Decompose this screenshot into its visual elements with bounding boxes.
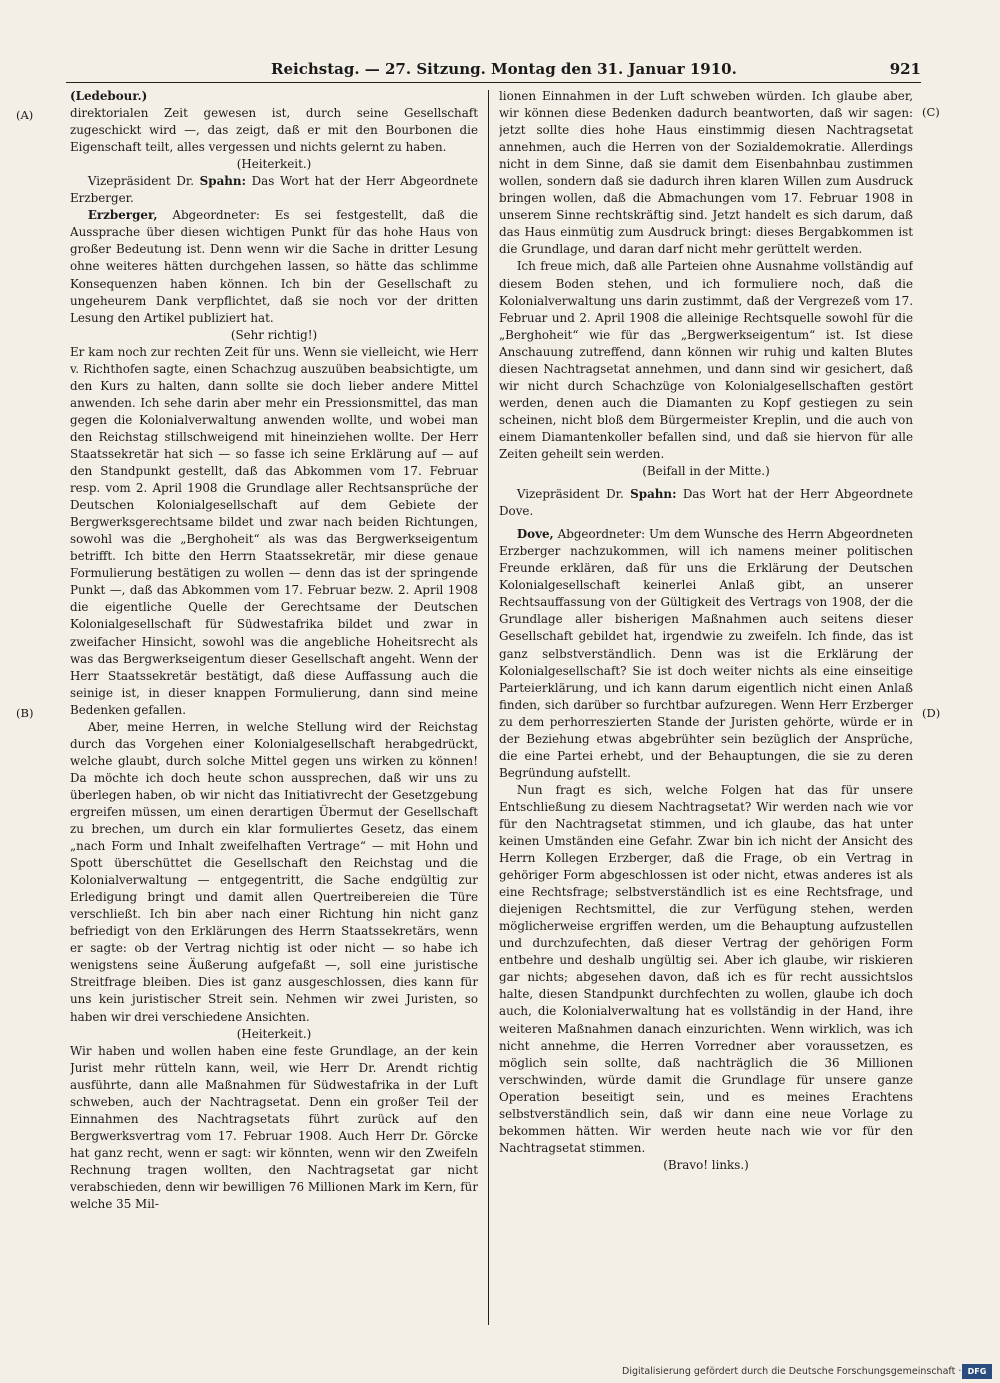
margin-marker-d: (D): [922, 706, 941, 720]
paragraph: Ich freue mich, daß alle Parteien ohne Ausnahme vollständig auf diesem Boden stehen, und ich formuliere noch, daß die Kolonialverwaltung uns darin zustimmt, daß der Vergrezeß vom 17. Februar und 2. April 1908 die alleinige Rechtsquelle sowohl für die „Berghoheit“ wie für das „Bergwerkseigentum“ ist. Ist diese Anschauung zutreffend, dann können wir ruhig und kalten Blutes diesen Nachtragsetat annehmen, und dann sind wir gesichert, daß wir nicht durch Schachzüge von Kolonialgesellschaften gestört werden, denen auch die Diamanten zu Kopf gestiegen zu sein scheinen, nicht bloß dem Bürgermeister Kreplin, und die auch von einem Diamantenkoller befallen sind, und daß sie hiervon für alle Zeiten geheilt sein werden.: [499, 259, 913, 461]
margin-marker-b: (B): [16, 706, 34, 720]
speaker-ledebour: (Ledebour.): [70, 89, 148, 103]
president-line: Vizepräsident Dr. Spahn: Das Wort hat der Herr Abgeordnete Erzberger.: [70, 174, 478, 206]
paragraph: lionen Einnahmen in der Luft schweben würden. Ich glaube aber, wir können diese Bedenken dadurch beantworten, daß wir sagen: jetzt sollte dies hohe Haus einstimmig diesen Nachtragsetat annehmen, auch die Herren von der Sozialdemokratie. Allerdings nicht in dem Sinne, daß sie damit dem Eisenbahnbau zustimmen wollen, sondern daß sie dadurch ihren klaren Willen zum Ausdruck bringen wollen, daß die Abmachungen vom 17. Februar 1908 in unserem Sinne rechtskräftig sind. Jetzt handelt es sich darum, daß das Haus einmütig zum Ausdruck bringt: dieses Bergabkommen ist die Grundlage, und daran darf nicht mehr gerüttelt werden.: [499, 89, 913, 257]
page-title: Reichstag. — 27. Sitzung. Montag den 31. Januar 1910.: [271, 60, 737, 78]
paragraph: Aber, meine Herren, in welche Stellung wird der Reichstag durch das Vorgehen einer Kolonialgesellschaft herabgedrückt, welche glaubt, durch solche Mittel gegen uns wirken zu können! Da möchte ich doch heute schon aussprechen, daß wir uns zu überlegen haben, ob wir nicht das Initiativrecht der Gesetzgebung ergreifen müssen, um einen derartigen Übermut der Gesellschaft zu brechen, um durch ein klar formuliertes Gesetz, das einem „nach Form und Inhalt zweifelhaften Vertrage“ — mit Hohn und Spott überschüttet die Gesellschaft den Reichstag und die Kolonialverwaltung — entgegentritt, die Sache endgültig zur Erledigung bringt und damit allen Quertreibereien die Türe verschließt. Ich bin aber nach einer Richtung hin nicht ganz befriedigt von den Erklärungen des Herrn Staatssekretärs, wenn er sagte: ob der Vertrag nichtig ist oder nicht — so habe ich wenigstens seine Äußerung aufgefaßt —, soll eine juristische Streitfrage bleiben. Dies ist ganz ausgeschlossen, dies kann für uns kein juristischer Streit sein. Nehmen wir zwei Juristen, so haben wir drei verschiedene Ansichten.: [70, 719, 478, 1024]
reaction: (Sehr richtig!): [230, 327, 318, 342]
paragraph: direktorialen Zeit gewesen ist, durch seine Gesellschaft zugeschickt wird —, das zeigt, daß er mit den Bourbonen die Eigenschaft teilt, alles vergessen und nichts gelernt zu haben.: [70, 106, 478, 155]
speech-erzberger: Erzberger, Abgeordneter: Es sei festgestellt, daß die Aussprache über diesen wichtigen Punkt für das hohe Haus von großer Bedeutung ist. Denn wenn wir die Sache in dritter Lesung ohne weiteres hätten durchgehen lassen, so hätte das schlimme Konsequenzen haben können. Ich bin der Gesellschaft zu ungeheurem Dank verpflichtet, daß sie noch vor der dritten Lesung den Artikel publiziert hat.: [70, 208, 478, 325]
president-line: Vizepräsident Dr. Spahn: Das Wort hat der Herr Abgeordnete Dove.: [499, 487, 913, 519]
reaction: (Heiterkeit.): [236, 1026, 312, 1041]
reaction: (Beifall in der Mitte.): [642, 464, 770, 479]
left-column: [70, 88, 478, 1328]
right-column: [499, 88, 913, 1328]
margin-marker-a: (A): [16, 108, 34, 122]
digitization-credit: Digitalisierung gefördert durch die Deutsche Forschungsgemeinschaft ·: [622, 1366, 962, 1377]
paragraph: Nun fragt es sich, welche Folgen hat das für unsere Entschließung zu diesem Nachtragsetat? Wir werden nach wie vor für den Nachtragsetat stimmen, und ich glaube, das hat unter keinen Umständen eine Gefahr. Zwar bin ich nicht der Ansicht des Herrn Kollegen Erzberger, daß die Frage, ob ein Vertrag in gehöriger Form abgeschlossen ist oder nicht, etwas anderes ist als eine Rechtsfrage; selbstverständlich ist es eine Rechtsfrage, und diejenigen Rechtsmittel, die zur Verfügung stehen, werden möglicherweise ergriffen werden, um die Behauptung aufzustellen und durchzufechten, daß dieser Vertrag der gehörigen Form entbehre und deshalb ungültig sei. Aber ich glaube, wir riskieren gar nichts; abgesehen davon, daß ich es für recht aussichtslos halte, diesen Standpunkt durchfechten zu wollen, glaube ich doch auch, die Kolonialverwaltung hat es vollständig in der Hand, ihre weiteren Maßnahmen danach einzurichten. Wenn wirklich, was ich nicht annehme, die Herren Vorredner aber voraussetzen, es möglich sein sollte, daß nachträglich die 36 Millionen verschwinden, würde damit die Grundlage für unsere ganze Operation beseitigt sein, und es meines Erachtens selbstverständlich sein, daß wir dann eine neue Vorlage zu bekommen hätten. Wir werden heute nach wie vor für den Nachtragsetat stimmen.: [499, 782, 913, 1155]
paragraph: Wir haben und wollen haben eine feste Grundlage, an der kein Jurist mehr rütteln kann, weil, wie Herr Dr. Arendt richtig ausführte, dann alle Maßnahmen für Südwestafrika in der Luft schweben, auch der Nachtragsetat. Denn ein großer Teil der Einnahmen des Nachtragsetats führt zurück auf den Bergwerksvertrag vom 17. Februar 1908. Auch Herr Dr. Görcke hat ganz recht, wenn er sagt: wir könnten, wenn wir den Zweifeln Rechnung tragen wollten, den Nachtragsetat gar nicht verabschieden, denn wir bewilligen 76 Millionen Mark im Kern, für welche 35 Mil-: [70, 1043, 478, 1212]
paragraph: Er kam noch zur rechten Zeit für uns. Wenn sie vielleicht, wie Herr v. Richthofen sagte, einen Schachzug auszuüben beabsichtigte, um den Kurs zu halten, dann sollte sie doch lieber andere Mittel anwenden. Ich sehe darin aber mehr ein Pressionsmittel, das man gegen die Kolonialverwaltung anwenden wollte, und wobei man den Reichstag stillschweigend mit hineinziehen wollte. Der Herr Staatssekretär hat sich — so fasse ich seine Erklärung auf — auf den Standpunkt gestellt, daß das Abkommen vom 17. Februar resp. vom 2. April 1908 die Grundlage aller Rechtsansprüche der Deutschen Kolonialgesellschaft auf dem Gebiete der Bergwerksgerechtsame bildet und zwar nach beiden Richtungen, sowohl was die „Berghoheit“ als was das Bergwerkseigentum betrifft. Ich bitte den Herrn Staatssekretär, mir diese genaue Formulierung bestätigen zu wollen — denn das ist der springende Punkt —, daß das Abkommen vom 17. Februar bezw. 2. April 1908 die eigentliche Quelle der Gerechtsame der Deutschen Kolonialgesellschaft für Südwestafrika bildet und zwar in zweifacher Hinsicht, sowohl was die angebliche Hoheitsrecht als was das Bergwerkseigentum dieser Gesellschaft angeht. Wenn der Herr Staatssekretär bestätigt, daß diese Auffassung auch die seinige ist, in dieser knappen Formulierung, dann sind meine Bedenken gefallen.: [70, 344, 478, 717]
dfg-logo: DFG: [962, 1364, 992, 1379]
speech-dove: Dove, Abgeordneter: Um dem Wunsche des Herrn Abgeordneten Erzberger nachzukommen, will ich namens meiner politischen Freunde erklären, daß für uns die Erklärung der Deutschen Kolonialgesellschaft keinerlei Anlaß gibt, an unserer Rechtsauffassung von der Gültigkeit des Vertrags von 1908, der die Grundlage aller bisherigen Maßnahmen auch seitens dieser Gesellschaft gebildet hat, irgendwie zu zweifeln. Ich finde, das ist ganz selbstverständlich. Denn was ist die Erklärung der Kolonialgesellschaft? Sie ist doch weiter nichts als eine einseitige Parteierklärung, und ich kann darum eigentlich nicht einen Anlaß finden, sich darüber so furchtbar aufzuregen. Wenn Herr Erzberger zu dem perhorreszierten Stande der Juristen gehörte, würde er in der Beziehung etwas abgebrühter sein bezüglich der Ansprüche, die eine Partei erhebt, und der Behauptungen, die sie zu deren Begründung aufstellt.: [499, 527, 913, 780]
page-header: [66, 60, 921, 84]
column-divider: [488, 90, 489, 1325]
margin-marker-c: (C): [922, 105, 940, 119]
header-rule: [66, 82, 921, 83]
page-number: 921: [889, 60, 921, 78]
reaction: (Bravo! links.): [663, 1157, 749, 1172]
reaction: (Heiterkeit.): [236, 157, 312, 172]
